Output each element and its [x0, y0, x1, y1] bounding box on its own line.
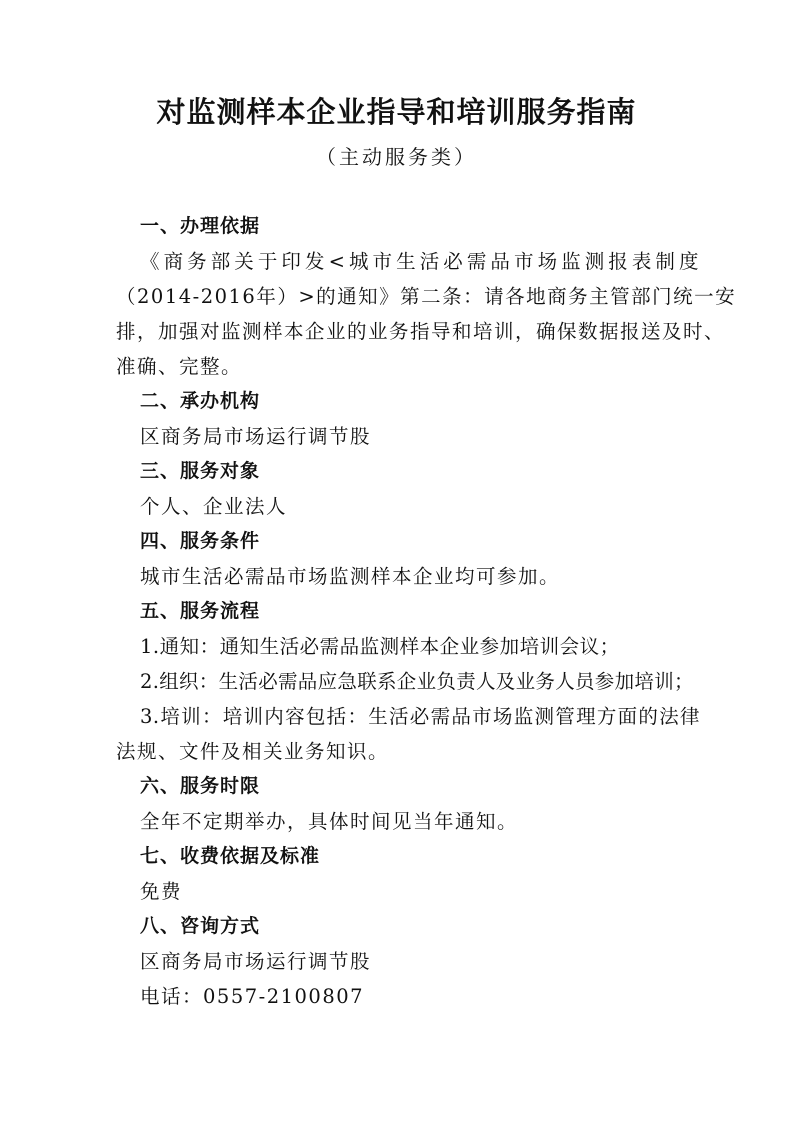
contact-phone: 电话：0557-2100807 [140, 985, 365, 1008]
process-step-3: 3.培训：培训内容包括：生活必需品市场监测管理方面的法律 [140, 705, 700, 728]
agency-text: 区商务局市场运行调节股 [140, 425, 372, 448]
timelimit-text: 全年不定期举办，具体时间见当年通知。 [140, 810, 519, 833]
process-step-1: 1.通知：通知生活必需品监测样本企业参加培训会议； [140, 635, 620, 658]
target-text: 个人、企业法人 [140, 495, 288, 518]
process-step-3-cont: 法规、文件及相关业务知识。 [116, 740, 390, 763]
basis-line-3: 排，加强对监测样本企业的业务指导和培训，确保数据报送及时、 [116, 320, 726, 343]
section-heading-contact: 八、咨询方式 [140, 915, 261, 937]
page-subtitle: （主动服务类） [316, 145, 477, 169]
fees-text: 免费 [140, 880, 183, 903]
section-heading-conditions: 四、服务条件 [140, 530, 261, 552]
page-title: 对监测样本企业指导和培训服务指南 [156, 95, 637, 129]
basis-line-4: 准确、完整。 [116, 355, 243, 378]
basis-line-1: 《商务部关于印发<城市生活必需品市场监测报表制度 [140, 250, 700, 273]
section-heading-fees: 七、收费依据及标准 [140, 845, 321, 867]
section-heading-basis: 一、办理依据 [140, 215, 261, 237]
document-body [116, 209, 737, 1014]
section-heading-timelimit: 六、服务时限 [140, 775, 261, 797]
section-heading-target: 三、服务对象 [140, 460, 261, 482]
section-heading-process: 五、服务流程 [140, 600, 261, 622]
conditions-text: 城市生活必需品市场监测样本企业均可参加。 [140, 565, 561, 588]
contact-agency: 区商务局市场运行调节股 [140, 950, 372, 973]
process-step-2: 2.组织：生活必需品应急联系企业负责人及业务人员参加培训； [140, 670, 694, 693]
basis-line-2: （2014-2016年）>的通知》第二条：请各地商务主管部门统一安 [116, 285, 737, 308]
section-heading-agency: 二、承办机构 [140, 390, 261, 412]
